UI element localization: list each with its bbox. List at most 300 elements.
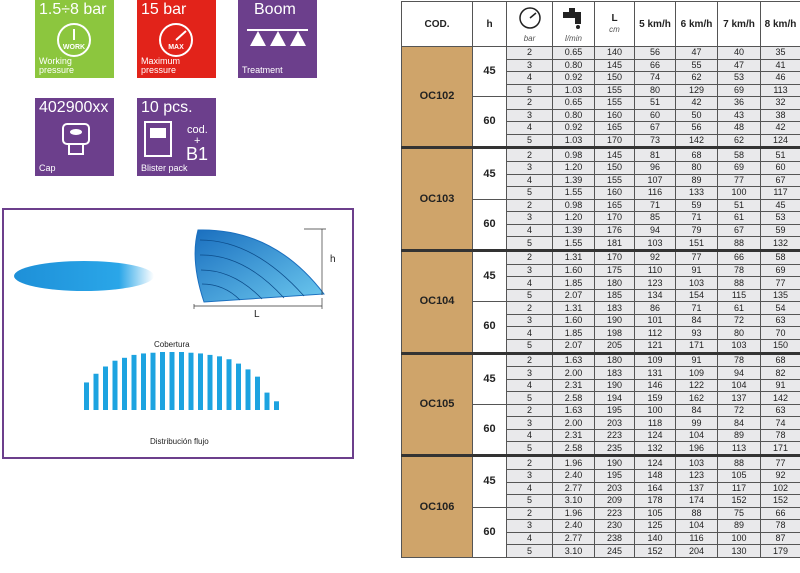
value-cell-s6: 109 xyxy=(676,367,718,380)
flow-bar xyxy=(170,352,175,410)
header-bar-unit: bar xyxy=(523,33,536,43)
value-cell-s8: 135 xyxy=(761,289,800,302)
l-label: L xyxy=(254,309,260,320)
value-cell-s5: 148 xyxy=(635,470,676,483)
flow-bar xyxy=(103,367,108,411)
value-cell-s8: 70 xyxy=(761,327,800,340)
value-cell-s8: 38 xyxy=(761,109,800,122)
value-cell-lmin: 0.92 xyxy=(553,122,595,135)
coverage-label: Cobertura xyxy=(154,340,190,349)
flow-bar xyxy=(274,401,279,410)
value-cell-s6: 79 xyxy=(676,224,718,237)
value-cell-cm: 150 xyxy=(595,72,635,85)
value-cell-s8: 51 xyxy=(761,148,800,162)
flow-bar xyxy=(246,369,251,410)
value-cell-cm: 195 xyxy=(595,470,635,483)
height-cell: 45 xyxy=(473,353,507,404)
flow-distribution-label: Distribución flujo xyxy=(150,437,209,446)
value-cell-cm: 183 xyxy=(595,302,635,315)
max-pressure-tile xyxy=(137,0,216,78)
value-cell-s5: 100 xyxy=(635,404,676,417)
value-cell-s6: 42 xyxy=(676,97,718,110)
value-cell-bar: 5 xyxy=(507,495,553,508)
value-cell-cm: 190 xyxy=(595,314,635,327)
value-cell-lmin: 1.63 xyxy=(553,353,595,367)
header-h: h xyxy=(473,2,507,47)
value-cell-s7: 77 xyxy=(718,174,761,187)
value-cell-lmin: 1.85 xyxy=(553,327,595,340)
value-cell-cm: 170 xyxy=(595,251,635,265)
value-cell-s5: 110 xyxy=(635,264,676,277)
value-cell-bar: 3 xyxy=(507,470,553,483)
value-cell-s6: 142 xyxy=(676,134,718,148)
value-cell-lmin: 1.96 xyxy=(553,456,595,470)
value-cell-s8: 35 xyxy=(761,47,800,60)
value-cell-s7: 130 xyxy=(718,545,761,558)
value-cell-cm: 175 xyxy=(595,264,635,277)
flow-bar xyxy=(122,358,127,410)
code-cell: OC106 xyxy=(402,456,473,558)
value-cell-cm: 185 xyxy=(595,289,635,302)
value-cell-cm: 155 xyxy=(595,97,635,110)
header-8kmh: 8 km/h xyxy=(761,2,800,47)
value-cell-s6: 80 xyxy=(676,162,718,175)
value-cell-s5: 94 xyxy=(635,224,676,237)
value-cell-s7: 47 xyxy=(718,59,761,72)
value-cell-s7: 69 xyxy=(718,162,761,175)
value-cell-lmin: 1.63 xyxy=(553,404,595,417)
value-cell-lmin: 1.55 xyxy=(553,187,595,200)
table-body xyxy=(402,47,800,558)
value-cell-s6: 137 xyxy=(676,482,718,495)
value-cell-s6: 162 xyxy=(676,392,718,405)
value-cell-s8: 150 xyxy=(761,339,800,353)
value-cell-lmin: 1.03 xyxy=(553,134,595,148)
value-cell-s8: 60 xyxy=(761,162,800,175)
value-cell-bar: 2 xyxy=(507,47,553,60)
value-cell-s8: 102 xyxy=(761,482,800,495)
value-cell-s7: 58 xyxy=(718,148,761,162)
height-cell: 60 xyxy=(473,302,507,353)
flow-bar xyxy=(227,359,232,410)
value-cell-cm: 145 xyxy=(595,148,635,162)
value-cell-s6: 129 xyxy=(676,84,718,97)
value-cell-s8: 171 xyxy=(761,442,800,456)
flow-bar xyxy=(141,353,146,410)
value-cell-bar: 3 xyxy=(507,367,553,380)
coverage-ellipse xyxy=(14,261,154,291)
value-cell-bar: 5 xyxy=(507,134,553,148)
value-cell-lmin: 1.20 xyxy=(553,212,595,225)
value-cell-s5: 103 xyxy=(635,237,676,251)
value-cell-s6: 91 xyxy=(676,353,718,367)
value-cell-lmin: 2.00 xyxy=(553,417,595,430)
value-cell-s7: 53 xyxy=(718,72,761,85)
table-row xyxy=(402,353,800,367)
value-cell-cm: 145 xyxy=(595,59,635,72)
value-cell-s6: 68 xyxy=(676,148,718,162)
value-cell-lmin: 1.60 xyxy=(553,314,595,327)
height-cell: 45 xyxy=(473,148,507,199)
value-cell-lmin: 0.92 xyxy=(553,72,595,85)
value-cell-s6: 151 xyxy=(676,237,718,251)
value-cell-lmin: 2.31 xyxy=(553,429,595,442)
flow-bar xyxy=(179,352,184,410)
value-cell-s8: 67 xyxy=(761,174,800,187)
value-cell-lmin: 2.40 xyxy=(553,470,595,483)
value-cell-s6: 77 xyxy=(676,251,718,265)
value-cell-s5: 85 xyxy=(635,212,676,225)
value-cell-s7: 78 xyxy=(718,353,761,367)
blister-code: B1 xyxy=(186,144,209,164)
value-cell-s7: 84 xyxy=(718,417,761,430)
blister-plus: + xyxy=(194,135,201,147)
value-cell-lmin: 2.58 xyxy=(553,392,595,405)
value-cell-bar: 3 xyxy=(507,59,553,72)
boom-label: Treatment xyxy=(242,65,283,75)
value-cell-s6: 133 xyxy=(676,187,718,200)
value-cell-lmin: 1.31 xyxy=(553,302,595,315)
value-cell-s7: 75 xyxy=(718,507,761,520)
value-cell-s6: 122 xyxy=(676,379,718,392)
value-cell-s5: 159 xyxy=(635,392,676,405)
value-cell-cm: 198 xyxy=(595,327,635,340)
value-cell-s6: 84 xyxy=(676,404,718,417)
value-cell-lmin: 1.60 xyxy=(553,264,595,277)
value-cell-cm: 170 xyxy=(595,212,635,225)
value-cell-s7: 66 xyxy=(718,251,761,265)
boom-title: Boom xyxy=(254,1,296,18)
value-cell-s7: 103 xyxy=(718,339,761,353)
value-cell-bar: 2 xyxy=(507,148,553,162)
value-cell-lmin: 0.80 xyxy=(553,59,595,72)
value-cell-s5: 121 xyxy=(635,339,676,353)
value-cell-lmin: 1.85 xyxy=(553,277,595,290)
value-cell-s7: 89 xyxy=(718,429,761,442)
header-lmin-unit: l/min xyxy=(565,33,582,43)
value-cell-s6: 204 xyxy=(676,545,718,558)
header-l-label: L xyxy=(611,13,618,24)
value-cell-bar: 3 xyxy=(507,314,553,327)
value-cell-bar: 2 xyxy=(507,251,553,265)
value-cell-cm: 223 xyxy=(595,429,635,442)
value-cell-cm: 223 xyxy=(595,507,635,520)
value-cell-s8: 91 xyxy=(761,379,800,392)
value-cell-cm: 160 xyxy=(595,187,635,200)
value-cell-s8: 46 xyxy=(761,72,800,85)
value-cell-s8: 66 xyxy=(761,507,800,520)
value-cell-s6: 71 xyxy=(676,212,718,225)
value-cell-cm: 235 xyxy=(595,442,635,456)
pressure-gauge-icon xyxy=(515,6,545,30)
value-cell-s7: 61 xyxy=(718,212,761,225)
value-cell-s5: 86 xyxy=(635,302,676,315)
height-cell: 45 xyxy=(473,456,507,507)
value-cell-s6: 196 xyxy=(676,442,718,456)
value-cell-cm: 205 xyxy=(595,339,635,353)
value-cell-s5: 71 xyxy=(635,199,676,212)
value-cell-s6: 89 xyxy=(676,174,718,187)
value-cell-s6: 59 xyxy=(676,199,718,212)
flow-bar xyxy=(208,355,213,410)
value-cell-s6: 56 xyxy=(676,122,718,135)
value-cell-cm: 160 xyxy=(595,109,635,122)
cap-tile xyxy=(35,98,114,176)
value-cell-s7: 51 xyxy=(718,199,761,212)
table-header-row xyxy=(402,2,800,47)
value-cell-s7: 67 xyxy=(718,224,761,237)
cap-code: 402900xx xyxy=(39,99,109,116)
value-cell-s7: 72 xyxy=(718,314,761,327)
value-cell-bar: 4 xyxy=(507,72,553,85)
value-cell-s8: 54 xyxy=(761,302,800,315)
value-cell-s5: 124 xyxy=(635,429,676,442)
value-cell-s8: 53 xyxy=(761,212,800,225)
value-cell-s7: 72 xyxy=(718,404,761,417)
value-cell-cm: 155 xyxy=(595,84,635,97)
value-cell-s8: 32 xyxy=(761,97,800,110)
value-cell-s8: 41 xyxy=(761,59,800,72)
value-cell-s7: 89 xyxy=(718,520,761,533)
value-cell-s5: 146 xyxy=(635,379,676,392)
value-cell-bar: 4 xyxy=(507,482,553,495)
value-cell-s5: 56 xyxy=(635,47,676,60)
value-cell-bar: 3 xyxy=(507,264,553,277)
value-cell-lmin: 0.65 xyxy=(553,47,595,60)
flow-distribution-chart xyxy=(84,352,279,410)
max-icon-text: MAX xyxy=(168,44,184,51)
value-cell-bar: 5 xyxy=(507,545,553,558)
value-cell-bar: 4 xyxy=(507,532,553,545)
value-cell-lmin: 2.40 xyxy=(553,520,595,533)
value-cell-cm: 155 xyxy=(595,174,635,187)
height-cell: 45 xyxy=(473,251,507,302)
flow-bar xyxy=(113,361,118,410)
value-cell-s5: 67 xyxy=(635,122,676,135)
value-cell-s7: 152 xyxy=(718,495,761,508)
value-cell-bar: 3 xyxy=(507,417,553,430)
value-cell-s8: 58 xyxy=(761,251,800,265)
value-cell-s6: 103 xyxy=(676,456,718,470)
value-cell-s5: 134 xyxy=(635,289,676,302)
header-5kmh: 5 km/h xyxy=(635,2,676,47)
value-cell-lmin: 0.98 xyxy=(553,148,595,162)
value-cell-cm: 180 xyxy=(595,277,635,290)
header-code: COD. xyxy=(402,2,473,47)
value-cell-s8: 45 xyxy=(761,199,800,212)
value-cell-s5: 118 xyxy=(635,417,676,430)
value-cell-cm: 150 xyxy=(595,162,635,175)
blister-label: Blister pack xyxy=(141,163,188,173)
value-cell-s7: 104 xyxy=(718,379,761,392)
value-cell-bar: 3 xyxy=(507,109,553,122)
value-cell-cm: 170 xyxy=(595,134,635,148)
flow-bar xyxy=(255,377,260,410)
work-pressure-value: 1.5÷8 bar xyxy=(39,1,107,18)
value-cell-lmin: 2.07 xyxy=(553,339,595,353)
value-cell-bar: 5 xyxy=(507,289,553,302)
value-cell-cm: 209 xyxy=(595,495,635,508)
value-cell-s7: 88 xyxy=(718,237,761,251)
value-cell-lmin: 0.80 xyxy=(553,109,595,122)
value-cell-s5: 73 xyxy=(635,134,676,148)
value-cell-s8: 77 xyxy=(761,456,800,470)
value-cell-s7: 36 xyxy=(718,97,761,110)
value-cell-cm: 203 xyxy=(595,482,635,495)
value-cell-s7: 62 xyxy=(718,134,761,148)
value-cell-s6: 154 xyxy=(676,289,718,302)
value-cell-s6: 88 xyxy=(676,507,718,520)
value-cell-s7: 105 xyxy=(718,470,761,483)
value-cell-s5: 140 xyxy=(635,532,676,545)
value-cell-lmin: 3.10 xyxy=(553,545,595,558)
value-cell-s7: 40 xyxy=(718,47,761,60)
value-cell-s6: 91 xyxy=(676,264,718,277)
code-cell: OC102 xyxy=(402,47,473,148)
value-cell-s8: 132 xyxy=(761,237,800,251)
value-cell-cm: 180 xyxy=(595,353,635,367)
value-cell-cm: 181 xyxy=(595,237,635,251)
value-cell-cm: 165 xyxy=(595,122,635,135)
value-cell-s8: 124 xyxy=(761,134,800,148)
value-cell-s7: 61 xyxy=(718,302,761,315)
value-cell-s7: 117 xyxy=(718,482,761,495)
value-cell-s6: 55 xyxy=(676,59,718,72)
value-cell-s5: 131 xyxy=(635,367,676,380)
value-cell-bar: 3 xyxy=(507,520,553,533)
value-cell-cm: 194 xyxy=(595,392,635,405)
value-cell-lmin: 1.20 xyxy=(553,162,595,175)
work-pressure-tile xyxy=(35,0,114,78)
height-cell: 60 xyxy=(473,507,507,557)
value-cell-lmin: 2.77 xyxy=(553,532,595,545)
value-cell-s6: 47 xyxy=(676,47,718,60)
value-cell-lmin: 0.65 xyxy=(553,97,595,110)
value-cell-s6: 116 xyxy=(676,532,718,545)
header-flow xyxy=(553,2,595,47)
max-pressure-label-2: pressure xyxy=(141,65,177,75)
value-cell-s8: 78 xyxy=(761,429,800,442)
boom-treatment-tile xyxy=(238,0,317,78)
value-cell-lmin: 2.07 xyxy=(553,289,595,302)
value-cell-s5: 80 xyxy=(635,84,676,97)
nozzle-spec-table xyxy=(401,1,800,558)
value-cell-s5: 81 xyxy=(635,148,676,162)
value-cell-s8: 63 xyxy=(761,314,800,327)
value-cell-s5: 107 xyxy=(635,174,676,187)
value-cell-s7: 78 xyxy=(718,264,761,277)
value-cell-s5: 109 xyxy=(635,353,676,367)
value-cell-bar: 5 xyxy=(507,84,553,97)
value-cell-s8: 87 xyxy=(761,532,800,545)
flow-bar xyxy=(132,355,137,410)
value-cell-s8: 82 xyxy=(761,367,800,380)
value-cell-s6: 104 xyxy=(676,520,718,533)
value-cell-s5: 96 xyxy=(635,162,676,175)
value-cell-s8: 78 xyxy=(761,520,800,533)
code-cell: OC105 xyxy=(402,353,473,456)
header-7kmh: 7 km/h xyxy=(718,2,761,47)
value-cell-s7: 100 xyxy=(718,187,761,200)
value-cell-s5: 51 xyxy=(635,97,676,110)
value-cell-bar: 2 xyxy=(507,507,553,520)
value-cell-s6: 174 xyxy=(676,495,718,508)
flow-bar xyxy=(84,382,89,410)
work-pressure-label-2: pressure xyxy=(39,65,75,75)
value-cell-lmin: 1.39 xyxy=(553,224,595,237)
value-cell-s8: 152 xyxy=(761,495,800,508)
value-cell-bar: 4 xyxy=(507,224,553,237)
value-cell-bar: 5 xyxy=(507,392,553,405)
max-pressure-value: 15 bar xyxy=(141,1,187,18)
value-cell-s6: 71 xyxy=(676,302,718,315)
value-cell-lmin: 2.00 xyxy=(553,367,595,380)
header-6kmh: 6 km/h xyxy=(676,2,718,47)
height-cell: 60 xyxy=(473,97,507,148)
flow-bar xyxy=(265,393,270,410)
code-cell: OC104 xyxy=(402,251,473,354)
value-cell-s6: 50 xyxy=(676,109,718,122)
value-cell-cm: 165 xyxy=(595,199,635,212)
value-cell-lmin: 1.96 xyxy=(553,507,595,520)
value-cell-s8: 74 xyxy=(761,417,800,430)
flow-bar xyxy=(189,353,194,410)
value-cell-s5: 132 xyxy=(635,442,676,456)
value-cell-s5: 112 xyxy=(635,327,676,340)
value-cell-bar: 5 xyxy=(507,237,553,251)
value-cell-s5: 74 xyxy=(635,72,676,85)
flow-bar xyxy=(198,353,203,410)
value-cell-s7: 100 xyxy=(718,532,761,545)
value-cell-s7: 43 xyxy=(718,109,761,122)
table-row xyxy=(402,47,800,60)
spray-illustration xyxy=(4,210,352,457)
value-cell-cm: 183 xyxy=(595,367,635,380)
value-cell-s8: 59 xyxy=(761,224,800,237)
spray-diagram xyxy=(2,208,354,459)
value-cell-s7: 94 xyxy=(718,367,761,380)
value-cell-bar: 2 xyxy=(507,97,553,110)
code-cell: OC103 xyxy=(402,148,473,251)
table-row xyxy=(402,251,800,265)
flow-bar xyxy=(151,353,156,410)
value-cell-lmin: 1.39 xyxy=(553,174,595,187)
value-cell-s5: 124 xyxy=(635,456,676,470)
height-cell: 60 xyxy=(473,199,507,250)
value-cell-lmin: 1.03 xyxy=(553,84,595,97)
blister-tile xyxy=(137,98,216,176)
flow-bar xyxy=(160,352,165,410)
value-cell-cm: 140 xyxy=(595,47,635,60)
value-cell-s8: 113 xyxy=(761,84,800,97)
blister-count: 10 pcs. xyxy=(141,99,193,116)
value-cell-s6: 93 xyxy=(676,327,718,340)
value-cell-s5: 92 xyxy=(635,251,676,265)
value-cell-lmin: 3.10 xyxy=(553,495,595,508)
value-cell-bar: 5 xyxy=(507,339,553,353)
value-cell-bar: 2 xyxy=(507,456,553,470)
value-cell-s7: 48 xyxy=(718,122,761,135)
value-cell-s5: 101 xyxy=(635,314,676,327)
value-cell-s6: 123 xyxy=(676,470,718,483)
value-cell-bar: 2 xyxy=(507,404,553,417)
value-cell-bar: 3 xyxy=(507,212,553,225)
value-cell-s8: 68 xyxy=(761,353,800,367)
work-icon-text: WORK xyxy=(62,44,86,51)
value-cell-s7: 69 xyxy=(718,84,761,97)
value-cell-cm: 190 xyxy=(595,379,635,392)
tap-icon xyxy=(559,6,589,30)
